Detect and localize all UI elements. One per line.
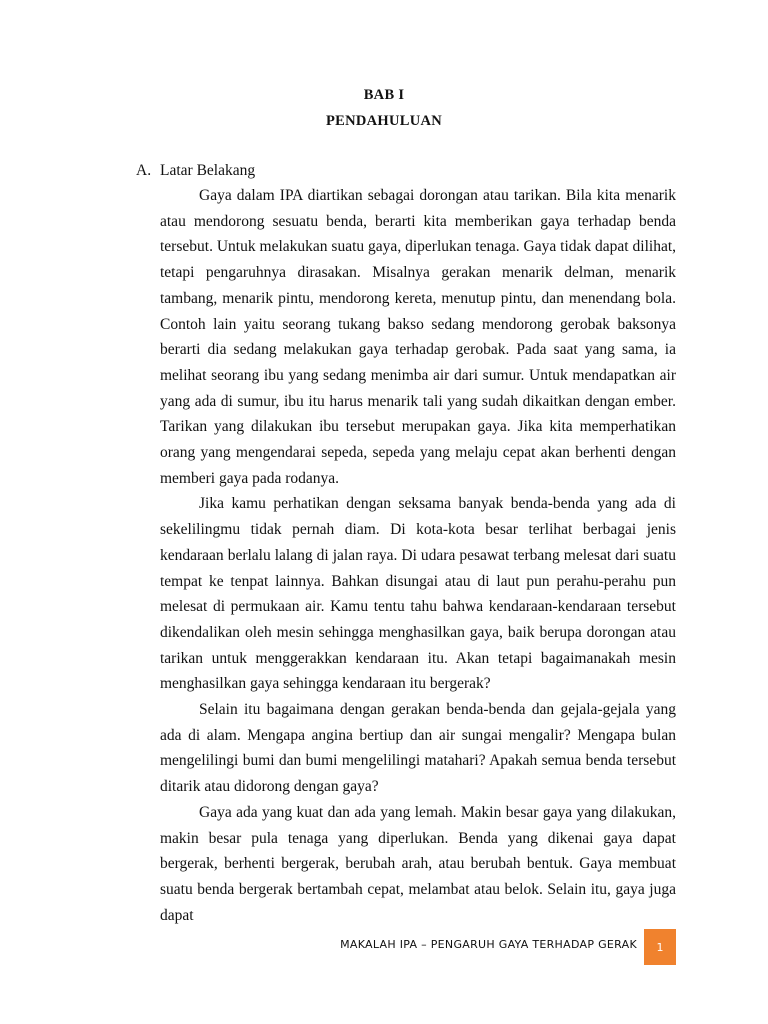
page-number: 1 [656, 940, 664, 954]
page-number-badge [644, 929, 676, 965]
section-heading [136, 162, 255, 180]
chapter-number: BAB I [363, 87, 405, 103]
chapter-title: PENDAHULUAN [325, 113, 443, 129]
section-title: Latar Belakang [160, 162, 256, 179]
body-text [160, 183, 676, 928]
paragraph: Gaya dalam IPA diartikan sebagai dorongan atau tarikan. Bila kita menarik atau mendorong sesuatu benda, berarti kita memberikan gaya terhadap benda tersebut. Untuk melakukan suatu gaya, diperlukan tenaga. Gaya tidak dapat dilihat, tetapi pengaruhnya dirasakan. Misalnya gerakan menarik delman, menarik tambang, menarik pintu, mendorong kereta, menutup pintu, dan menendang bola. Contoh lain yaitu seorang tukang bakso sedang mendorong gerobak baksonya berarti dia sedang melakukan gaya terhadap gerobak. Pada saat yang sama, ia melihat seorang ibu yang sedang menimba air dari sumur. Untuk mendapatkan air yang ada di sumur, ibu itu harus menarik tali yang sudah dikaitkan dengan ember. Tarikan yang dilakukan ibu tersebut merupakan gaya. Jika kita memperhatikan orang yang mengendarai sepeda, sepeda yang melaju cepat akan berhenti dengan memberi gaya pada rodanya. [160, 187, 676, 487]
footer-title: MAKALAH IPA – PENGARUH GAYA TERHADAP GERAK [340, 938, 637, 951]
paragraph: Gaya ada yang kuat dan ada yang lemah. Makin besar gaya yang dilakukan, makin besar pula tenaga yang diperlukan. Benda yang dikenai gaya dapat bergerak, berhenti bergerak, berubah arah, atau berubah bentuk. Gaya membuat suatu benda bergerak bertambah cepat, melambat atau belok. Selain itu, gaya juga dapat [160, 803, 676, 924]
paragraph: Selain itu bagaimana dengan gerakan benda-benda dan gejala-gejala yang ada di alam. Mengapa angina bertiup dan air sungai mengalir? Mengapa bulan mengelilingi bumi dan bumi mengelilingi matahari? Apakah semua benda tersebut ditarik atau didorong dengan gaya? [160, 701, 676, 796]
section-marker: A. [136, 162, 152, 179]
paragraph: Jika kamu perhatikan dengan seksama banyak benda-benda yang ada di sekelilingmu tidak pernah diam. Di kota-kota besar terlihat berbagai jenis kendaraan berlalu lalang di jalan raya. Di udara pesawat terbang melesat dari suatu tempat ke tenpat lainnya. Bahkan disungai atau di laut pun perahu-perahu pun melesat di permukaan air. Kamu tentu tahu bahwa kendaraan-kendaraan tersebut dikendalikan oleh mesin sehingga menghasilkan gaya, baik berupa dorongan atau tarikan untuk menggerakkan kendaraan itu. Akan tetapi bagaimanakah mesin menghasilkan gaya sehingga kendaraan itu bergerak? [160, 495, 676, 693]
